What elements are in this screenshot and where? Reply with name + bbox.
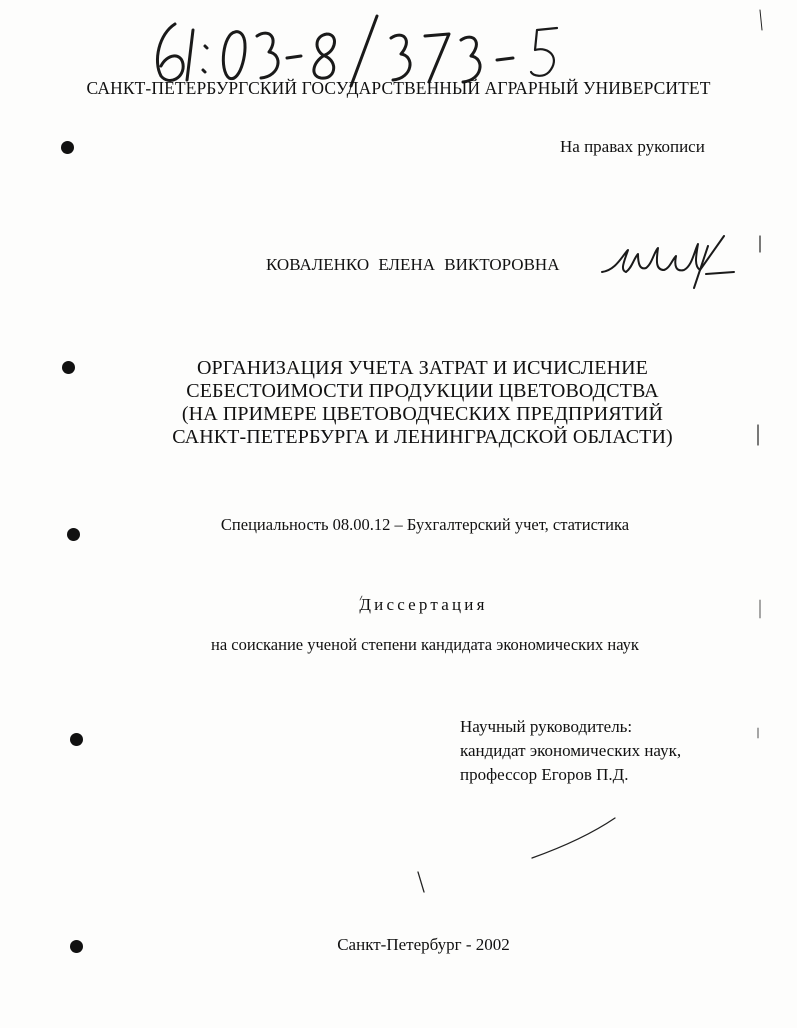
punch-hole <box>62 361 75 374</box>
document-genre: Диссертация <box>359 595 488 614</box>
punch-hole <box>67 528 80 541</box>
dissertation-title <box>0 357 797 449</box>
scientific-advisor <box>460 715 681 787</box>
advisor-line: кандидат экономических наук, <box>460 741 682 760</box>
punch-hole <box>70 940 83 953</box>
specialty-line: Специальность 08.00.12 – Бухгалтерский учет, статистика <box>220 515 630 534</box>
city-and-year: Санкт-Петербург - 2002 <box>337 935 510 954</box>
advisor-line: профессор Егоров П.Д. <box>460 765 629 784</box>
punch-hole <box>61 141 74 154</box>
punch-hole <box>70 733 83 746</box>
title-line: (НА ПРИМЕРЕ ЦВЕТОВОДЧЕСКИХ ПРЕДПРИЯТИЙ <box>181 403 664 425</box>
advisor-line: Научный руководитель: <box>460 717 633 736</box>
title-line: СЕБЕСТОИМОСТИ ПРОДУКЦИИ ЦВЕТОВОДСТВА <box>186 380 659 402</box>
author-name: КОВАЛЕНКО ЕЛЕНА ВИКТОРОВНА <box>266 255 560 274</box>
author-signature <box>598 226 738 296</box>
university-name: САНКТ-ПЕТЕРБУРГСКИЙ ГОСУДАРСТВЕННЫЙ АГРАРНЫЙ УНИВЕРСИТЕТ <box>86 78 711 98</box>
degree-line: на соискание ученой степени кандидата экономических наук <box>211 635 639 654</box>
rights-note: На правах рукописи <box>560 137 705 156</box>
title-line: ОРГАНИЗАЦИЯ УЧЕТА ЗАТРАТ И ИСЧИСЛЕНИЕ <box>197 357 648 379</box>
title-line: САНКТ-ПЕТЕРБУРГА И ЛЕНИНГРАДСКОЙ ОБЛАСТИ) <box>172 426 673 448</box>
